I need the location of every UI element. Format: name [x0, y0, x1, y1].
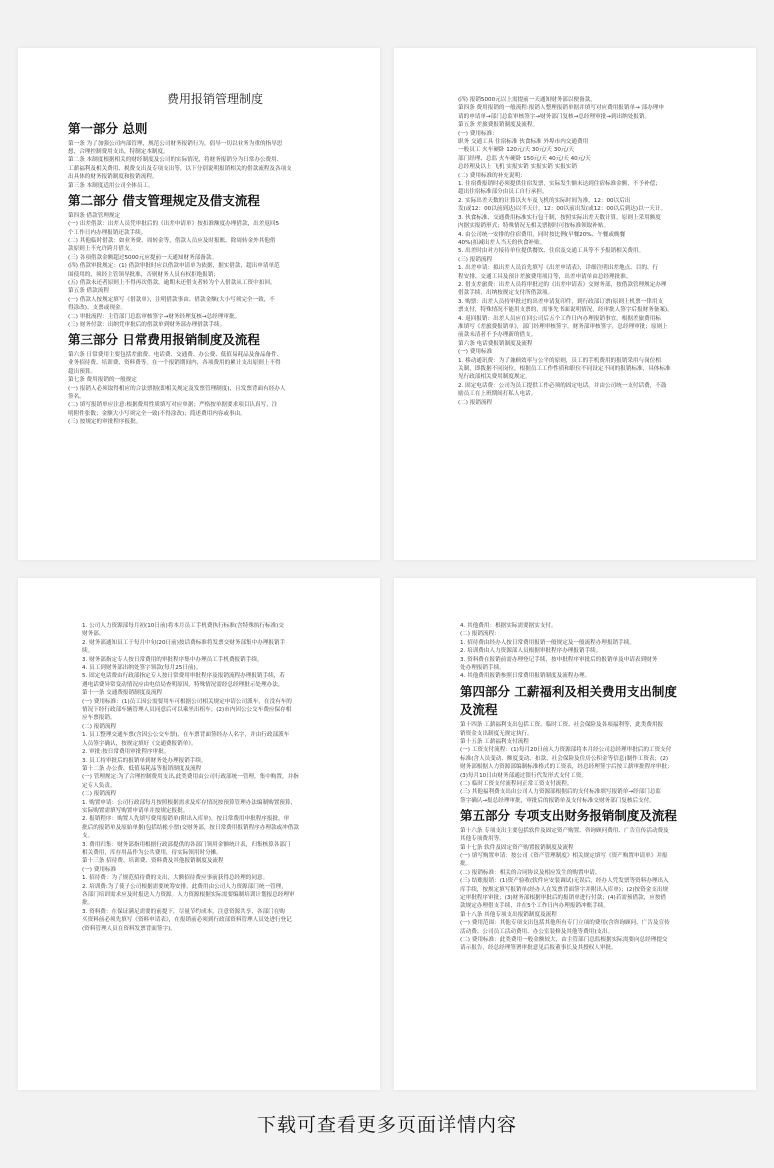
body-text-line: 其他专项费用等。: [460, 836, 505, 843]
body-text-line: (一) 填写购置申请：按公司《资产管理制度》相关规定填写《资产购置申请单》并报: [460, 853, 668, 859]
body-text-line: 4. 返回报销：出差人员应在回公司后五个工作日内办理报销事宜，根据差旅费用标: [458, 315, 661, 322]
section-heading: 第二部分 借支管理规定及借支流程: [68, 193, 260, 209]
body-text-line: 第十七条 软件及固定资产购置报销制度及流程: [460, 844, 574, 851]
body-text-line: 1. 出差申请：拟出差人员首先填写《出差申请表》，详细注明出差地点、目的、行: [458, 265, 659, 272]
body-text-line: (三) 报销流程: [458, 256, 493, 263]
body-text-line: (一) 出差借款：出差人员凭审批后的《出差申请单》按扣准额度办理借款，出差返回5: [68, 221, 280, 228]
body-text-line: 活动费、公司员工活动费用、办公室装修及其他等费用)支出。: [460, 928, 614, 935]
body-text-line: 业务招待费、培训费、资料费等。在一个报销期间内，各项费用的累计支出原则上不得: [68, 360, 281, 367]
body-text-line: (一) 费用标准：(1)员工因公需要用车可根据公司相关规定申请公司派车，在没有车的: [82, 698, 292, 705]
section-heading: 第五部分 专项支出财务报销制度及流程: [460, 808, 677, 824]
body-text-line: (二) 临时工资支付流程同正常工资支付流程。: [460, 780, 573, 787]
body-text-line: 总经理及以上 飞机 实报实销 实报实销 实报实销: [458, 164, 577, 171]
body-text-line: (资料管理人员在资料发票背面签字)。: [82, 925, 176, 932]
body-text-line: 3. 伙食标准、交通费用标准实行包干制，按照实际出差天数计算，原则上采用额度: [458, 214, 661, 221]
body-text-line: 3. 购票：出差人员持审批过的出差申请复印件，到行政部订票(原则上机票一律用支: [458, 298, 664, 305]
body-text-line: (一) 费用标准: [458, 349, 493, 356]
body-text-line: 定专人负责。: [82, 782, 116, 789]
body-text-line: 第四条 费用报销的一般流程:报销人整理报销单据并填写对应费用报销单→ 部办理申: [458, 105, 664, 112]
body-text-line: 第十六条 专项支出主要包括软件及固定资产购置、咨询顾问费用、广告宣传活动费及: [460, 827, 669, 834]
download-prompt-text[interactable]: 下载可查看更多页面详情内容: [256, 1114, 517, 1136]
body-text-line: 相关费用，库存用品作为公共费用，待实际领用时分摊。: [82, 849, 222, 856]
body-text-line: 2. 固定电话费：公司为员工提供工作必须的固定电话，并由公司统一支付话费，不鼓: [458, 382, 667, 389]
body-text-line: 处办理报销手续。: [460, 665, 505, 672]
document-page-3: [18, 578, 380, 1090]
body-text-line: 1. 住宿费报销时必须提供住宿发票，实际发生额未达到住宿标准金额，不予补偿；: [458, 181, 661, 188]
body-text-line: 标准(含人员变动、额度变动、扣款、社会保险及住房公积金等信息)制作工资表；(2): [460, 755, 669, 762]
body-text-line: 1. 招待费由经办人按日常费用报销一般规定及一般流程办理报销手续。: [460, 639, 635, 646]
body-text-line: (二) 报销流程: [458, 399, 493, 406]
body-text-line: 票支付，特殊情况不能用支票的，需事先书面说明情况，经审批人签字后报财务备案)。: [458, 307, 673, 314]
body-text-line: (一) 费用标准: [82, 866, 117, 873]
body-text-line: 实际购置需填写购置申请单并按规定报批。: [82, 807, 189, 814]
body-text-line: 定审批程序审批；(3)财务部根据审批后的报销单进行付款；(4)若需预借款，应按借: [460, 895, 667, 902]
body-text-line: 签字确认→报总经理审批，审批后的报销单及支付标准交财务部门复核后支付。: [460, 797, 655, 804]
body-text-line: 1. 购置申请：公司行政部每月按照根据需求及库存情况按预算管理办法编制购置预算，: [82, 799, 297, 806]
body-text-line: (三) 各项借款金额超过5000元应提前一天通知财务部备款。: [68, 254, 218, 261]
body-text-line: (五) 借款未还者原则上不得再次借款，逾期未还借支者转为个人借款从工资中扣回。: [68, 279, 276, 286]
body-text-line: 发(或12：00以前到达)以半天计，12：00以前出发(或12：00以后到达)以一天计。: [458, 206, 667, 213]
body-text-line: (三) 其他福利费支出由公司人力资源部根据后的支付标准填写报销单→经部门总监: [460, 789, 662, 796]
body-text-line: 围使用的，须经主管领导批准，否则财务人员有权拒绝报销；: [68, 271, 220, 278]
body-text-line: 想，合理控制费用支出，特制定本制度。: [68, 149, 169, 156]
body-text-line: 第十四条 工薪福利支出包括工资、临时工资、社会保险及各项福利等，此类费用报: [460, 722, 664, 729]
body-text-line: (一) 借款人按规定填写《借款单》，注明借款事由、借款金额(大小写须完全一致，不: [68, 296, 275, 303]
body-text-line: 1. 移动通讯费：为了兼顾效率与公平的原则，员工的手机费用的报销采用与岗位相: [458, 357, 661, 364]
body-text-line: 第七条 费用报销的一般规定: [68, 377, 137, 384]
body-text-line: 情况下经行政部车辆管理人员同意后可以乘坐出租车；(2)市内因公公交车费应保存相: [82, 707, 292, 714]
body-text-line: 第十八条 其他专项支出报销制度及流程: [460, 911, 557, 918]
body-text-line: 个工作日内办理报销还款手续。: [68, 229, 147, 236]
document-page-2: [394, 48, 756, 560]
body-text-line: 2. 审批:按日常费用审批程序审批。: [82, 749, 170, 756]
body-text-line: 关制，即拨据不同岗位，根据员工工作性质和职位不同设定不同的报销标准，具体标准: [458, 366, 671, 372]
body-text-line: (二) 填写报销单应注意:根据费用性质填写对应单据；严格按单据要求项目认真写，注: [68, 402, 278, 409]
body-text-line: 第四条 借款管理规定: [68, 212, 121, 219]
body-text-line: 工薪福利及相关费用、税费支出及专项支出等，以下分别说明报销相关的借款流程及各项支: [68, 165, 292, 172]
body-text-line: (二) 审批流程：主管部门总监审核签字→财务经理复核→总经理审批。: [68, 313, 241, 320]
body-text-line: (三) 财务付款：出纳凭审批后的借款单到财务部办理借款手续。: [68, 321, 226, 328]
body-text-line: (二) 报销流程: [82, 791, 117, 798]
body-text-line: (三) 结账报销：(1)资产验收(软件应安装调试)无误后，经办人凭发票等资料办理出入: [460, 878, 669, 885]
body-text-line: (三) 按规定的审批程序报批。: [68, 419, 142, 426]
body-text-line: (二) 报销标准：相关的合同协议及相应发生的购置申请。: [460, 869, 601, 876]
body-text-line: 第五条 借款流程: [68, 288, 109, 295]
body-text-line: 1. 招待费：为了规范招待费的支出，大额招待费应事前获得总经理的同意。: [82, 875, 269, 882]
document-page-4: [394, 578, 756, 1090]
body-text-line: 批。: [460, 861, 472, 868]
body-text-line: 库手续，按规定填写报销单(经办人在发票背面签字并附出入库单)；(2)按资金支出规: [460, 886, 669, 893]
body-text-line: 部门经理、总监 火车硬卧 150元/天 40元/天 40元/天: [458, 155, 591, 162]
body-text-line: 请示报告，经总经理签署审批意见后报董事长及其授权人审批。: [460, 945, 617, 952]
body-text-line: (一) 报销人必须取得相应的合法票据(即相关规定及发票管理制度)，且发票背面有经办人: [68, 385, 286, 392]
body-text-line: (四) 借款审批规定：(1) 借款审批时应以借款申请单为依据，据实借款，超出申请单范: [68, 263, 280, 270]
body-text-line: 职务 交通工具 住宿标准 伙食标准 外埠市内交通费用: [458, 139, 589, 146]
body-text-line: 2. 培训费:为了使子公司根据需要统筹安排，此费用由公司人力资源部门统一管理，: [82, 883, 287, 890]
body-text-line: 批后的报销单及原始单据(包括结帐小票)交财务部，按日常费用报销程序办理款或冲借款: [82, 824, 299, 831]
body-text-line: 程安排、交通工具及预计差旅费用项目等，出差申请单由总经理批准。: [458, 273, 632, 280]
body-text-line: 批。: [82, 900, 94, 907]
body-text-line: 买资料前必须先填写《资料申请表》，在报销前必须到行政部资料管理人员处进行登记: [82, 917, 292, 924]
body-text-line: 第六条 电话费报销制度及流程: [458, 340, 533, 347]
body-text-line: (二) 报销流程: [82, 723, 117, 730]
body-text-line: 准填写《差旅费报销单》，部门经理审核签字，财务部审核签字，总经理审批；原则上: [458, 323, 668, 330]
body-text-line: 3. 费用归集：财务部指用根据行政部提供的各部门领用金额统计表，归集核算各部门: [82, 841, 291, 848]
body-text-line: 人员签字确认，按规定填好《交通费报销单》。: [82, 740, 197, 747]
body-text-line: 2. 借支差旅费：出差人员将审批过的《出差申请表》交财务部，按借款管理规定办理: [458, 281, 667, 288]
section-heading: 第一部分 总则: [68, 121, 148, 136]
body-text-line: 5. 出差时由对方接待单位提供餐饮、住宿及交通工具等不予报销相关费用。: [458, 248, 645, 255]
body-text-line: 财务部。: [82, 631, 105, 638]
body-text-line: (二) 报销流程：: [460, 631, 500, 638]
body-text-line: 超出住宿标准部分由员工自行承担。: [458, 189, 548, 196]
body-text-line: (二) 其他临时借款：如业务费、周转金等，借款人员应及时报账，除周转金外其他借: [68, 237, 276, 244]
body-text-line: (一) 工资支付流程：(1)每月20日前人力资源部将本月经公司总经理审批后的工资支付: [460, 747, 672, 754]
body-text-line: 签名。: [68, 394, 85, 401]
body-text-line: (一) 管理规定:为了合理控制费用支出,此类费用由公司行政部统一管理，集中购置，并指: [82, 774, 299, 781]
body-text-line: 第十一条 交通费报销制度及流程: [82, 690, 163, 697]
body-text-line: 励员工在上班期间打私人电话。: [458, 391, 537, 398]
body-text-line: 4. 其他费用：根据实际需要据实支付。: [460, 623, 557, 629]
body-text-line: 前款未清者不予办理新的借支。: [458, 332, 537, 339]
body-text-line: 3. 资料费：在保证满足需要的前提下，尽量节约成本，注意资源共享，各部门在购: [82, 908, 285, 915]
body-text-line: 内据实报销形式；特殊情况无相关票据时可按标准领取补贴。: [458, 223, 610, 230]
body-text-line: 得涂改)、支票或现金。: [68, 305, 127, 312]
body-text-line: 销资金支出制度无规定执行。: [460, 730, 533, 737]
body-text-line: 财务部根据人力资源部编制标准格式的工资表，经总经理签字后按工薪审批程序审批；: [460, 764, 673, 771]
body-text-line: 第三条 本制度适用公司全体员工。: [68, 182, 154, 189]
body-text-line: (一) 费用标准：: [458, 130, 498, 137]
section-heading: 第四部分 工薪福利及相关费用支出制度: [460, 683, 677, 699]
body-text-line: 续。: [82, 648, 94, 655]
body-text-line: 第二条 本制度根据相关的财经制度及公司的实际情况，将财务报销分为日常办公费用、: [68, 157, 283, 164]
body-text-line: 第十五条 工薪福利支付流程: [460, 738, 529, 745]
body-text-line: 借款手续，出纳按规定支付所借款项。: [458, 290, 554, 297]
body-text-line: 3. 财务部指定专人按日常费用的审批程序集中办理员工手机费报销手续。: [82, 656, 263, 663]
body-text-line: 4. 其他费用报销参照日常费用报销制度及流程办理。: [460, 673, 591, 680]
document-page-1: [18, 48, 380, 560]
body-text-line: 2. 报销程序：购置人先填写费用报销单(附出入库单)，按日常费用申批程序报批，审: [82, 816, 290, 823]
body-text-line: 超出预算。: [68, 368, 96, 375]
section-heading: 第三部分 日常费用报销制度及流程: [68, 332, 260, 348]
body-text-line: 3. 员工持审批后的报销单到财务处办理报销手续。: [82, 757, 207, 764]
body-text-line: 第十三条 招待费、培训费、资料费及其他报销制度及流程: [82, 858, 224, 865]
body-text-line: 请的申请单→部门总监审核签字→财务部门复核→总经理审批→到出纳处报销。: [458, 113, 651, 120]
body-text-line: 一般员工 火车硬卧 120元/天 30元/天 30元/天: [458, 147, 574, 154]
body-text-line: (一) 费用范围：其他专项支出包括其他所有专门立项的费用(含咨询顾问、广告及宣传: [460, 920, 670, 927]
body-text-line: 4. 员工到财务部出纳处签字领款(每月25日前)。: [82, 665, 202, 672]
body-text-line: (二) 费用标准：此类费用一般金额较大，由主管部门总监根据实际需要向总经理提交: [460, 937, 668, 944]
section-heading: 及流程: [460, 702, 498, 718]
body-text-line: (四) 报销5000元以上需提前一天通知财务部以便备款。: [458, 97, 596, 103]
body-text-line: 出具体的财务报销制度和报销流程。: [68, 174, 158, 181]
body-text-line: (二) 费用标准的补充说明：: [458, 172, 526, 179]
body-text-line: 款原则上不允许跨月借支。: [68, 246, 136, 253]
body-text-line: 第五条 差旅费报销制度及流程。: [458, 122, 539, 129]
body-text-line: 40%)扣减出差人当天的伙食补贴。: [458, 239, 546, 246]
body-text-line: 各部门培训需求应及时报送人力资源。人力资源根据实际需要编制培训计划报总经理审: [82, 892, 295, 898]
body-text-line: 5. 固定电话费由行政部指定专人按日常费用审批程序及报销流程办理报销手续，若: [82, 673, 285, 680]
body-text-line: 4. 由公司统一安排的住宿费用，同时按比例(早餐20%、午餐或晚餐: [458, 231, 626, 238]
document-title: 费用报销管理制度: [166, 92, 263, 106]
body-text-line: 明附件张数；金额大小写须完全一致(不得涂改)；简述费用内容或事由。: [68, 410, 246, 417]
body-text-line: 1. 员工整理交通车票(含因公公交车票)，在车票背面签经办人名字，并由行政部派车: [82, 732, 290, 739]
body-text-line: 遇电话费异常变动情况应由电信局查明原因，特殊情况需经总经理批示处理办法。: [82, 681, 284, 688]
body-text-line: 2. 财务部通知员工于每月中旬(20日前)按话费标准将发票交财务部集中办理报销手: [82, 639, 286, 646]
body-text-line: 见行政部相关费用制度规定。: [458, 374, 531, 381]
body-text-line: 应车票报销。: [82, 715, 116, 722]
body-text-line: 2. 培训费由人力资源部人员根据审批程序办理报销手续。: [460, 648, 602, 655]
body-text-line: 支。: [82, 833, 94, 840]
body-text-line: 第十二条 办公费、低值易耗品等报销制度及流程: [82, 765, 202, 772]
body-text-line: 第一条 为了加强公司内部管理，规范公司财务报销行为，倡导一切以业务为重的指导思: [68, 140, 283, 147]
body-text-line: 第六条 日常费用主要包括差旅费、电话费、交通费、办公费、低值易耗品及备品备件、: [68, 352, 283, 358]
body-text-line: 1. 公司人力资源部每月初(10日前)将本月员工手机费执行标准(含特殊执行标准)交: [82, 623, 284, 629]
body-text-line: 3. 资料费在报销前需办理登记手续，按申批程序审批后的报销单及申请表到财务: [460, 656, 658, 663]
body-text-line: 款规定办理借支手续，并在5个工作日内办理报销冲账手续。: [460, 903, 609, 910]
body-text-line: (3)每月10日由财务部通过银行代发形式支付工资。: [460, 772, 587, 779]
body-text-line: 2. 实际出差天数的计算以火车及飞机的实际时间为准，12：00以后出: [458, 197, 631, 204]
